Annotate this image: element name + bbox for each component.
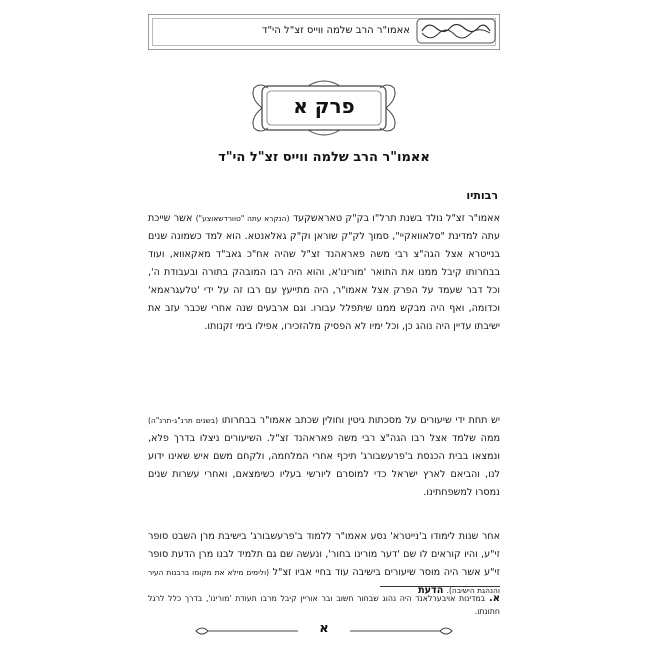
book-logo <box>416 16 496 46</box>
paragraph-3-lead: אחר שנות לימודו ב'נייטרא' נסע אאמו"ר ללמוד ב'פרעשבורג' בישיבת מרן השבט סופר זי"ע, והיו קוראים לו שם 'דער מורינו בחור', ונעשה שם גם תלמיד לבנו מרן הדעת סופר זי"ע אשר היה מוסר שיעורים בישיבה עוד בחיי אביו זצ"ל <box>148 531 500 578</box>
footnote <box>148 592 500 618</box>
footnote-rule <box>380 586 500 587</box>
paragraph-3-aside: (ולימים מילא את מקומו ברבנות העיר והנהגת הישיבה). <box>148 568 500 595</box>
section-heading: רבותיו <box>466 189 498 202</box>
paragraph-1 <box>148 210 500 336</box>
paragraph-2-body: ממה שלמד אצל רבו הגה"צ רבי משה פאראהנד זצ"ל. השיעורים ניצלו בדרך פלא, ונמצאו בבית הכנסת ב'פרעשבורג' תיכף אחרי המלחמה, ולקחם משם איש שאינו ידוע לנו, והביאם לארץ ישראל כדי למוסרם ליורשי בעליו כשימצאם, ואחרי עשרות שנים נמסרו למשפחתינו. <box>148 433 500 498</box>
paragraph-2 <box>148 412 500 502</box>
main-title: אאמו"ר הרב שלמה ווייס זצ"ל הי"ד <box>218 150 430 165</box>
paragraph-1-body: אשר שייכת עתה למדינת "סלאוואקיי", סמוך לק"ק שוראן וק"ק גאלאנטא. הוא למד כשמונה שנים בנייטרא אצל הגה"צ רבי משה פאראהנד זצ"ל שהיה אח"כ גאב"ד מאקאווא, ועוד בבחרותו קיבל ממנו את התואר 'מורינו'א, והוא היה רבו המובהק בתורה ובעבודת ה', וכל דבר שעמד על הפרק אצל אאמו"ר, היה מתייעץ עם רבו זה על ידי 'טלעגראמא' וכדומה, ואף היה מבקש ממנו שיתפלל עבורו. וגם ארבעים שנה אחרי שכבר עזב את ישיבתו עדיין היה נוהג כן, וכל ימיו לא הפסיק מלהזכירו, אפילו בימי זקנותו. <box>148 213 500 332</box>
page-number: א <box>319 621 329 636</box>
footnote-text: במדינות אויבערלאנד היה נהוג שבחור חשוב ובר אוריין קיבל מרבו תעודת 'מורינו', בדרך כלל לרגל חתונתו. <box>148 594 500 616</box>
paragraph-3-tail: הדעת <box>418 585 447 596</box>
paragraph-1-aside: (הנקרא עתה "טוורדשאוצע") <box>195 214 290 223</box>
running-head: אאמו"ר הרב שלמה ווייס זצ"ל הי"ד <box>262 25 410 36</box>
chapter-title: פרק א <box>293 94 355 118</box>
paragraph-2-lead: יש תחת ידי שיעורים על מסכתות גיטין וחולין שכתב אאמו"ר בבחרותו <box>218 415 500 426</box>
chapter-heading-ornament <box>248 78 400 138</box>
paragraph-3 <box>148 528 500 600</box>
paragraph-1-lead: אאמו"ר זצ"ל נולד בשנת תרל"ו בק"ק טאראשקעד <box>289 213 500 224</box>
page-header <box>148 14 500 50</box>
book-page <box>148 0 500 650</box>
page-footer <box>148 623 500 637</box>
footnote-mark: א. <box>488 593 500 604</box>
paragraph-2-aside: (בשנים תרנ"ג-תרנ"ה) <box>148 416 219 425</box>
